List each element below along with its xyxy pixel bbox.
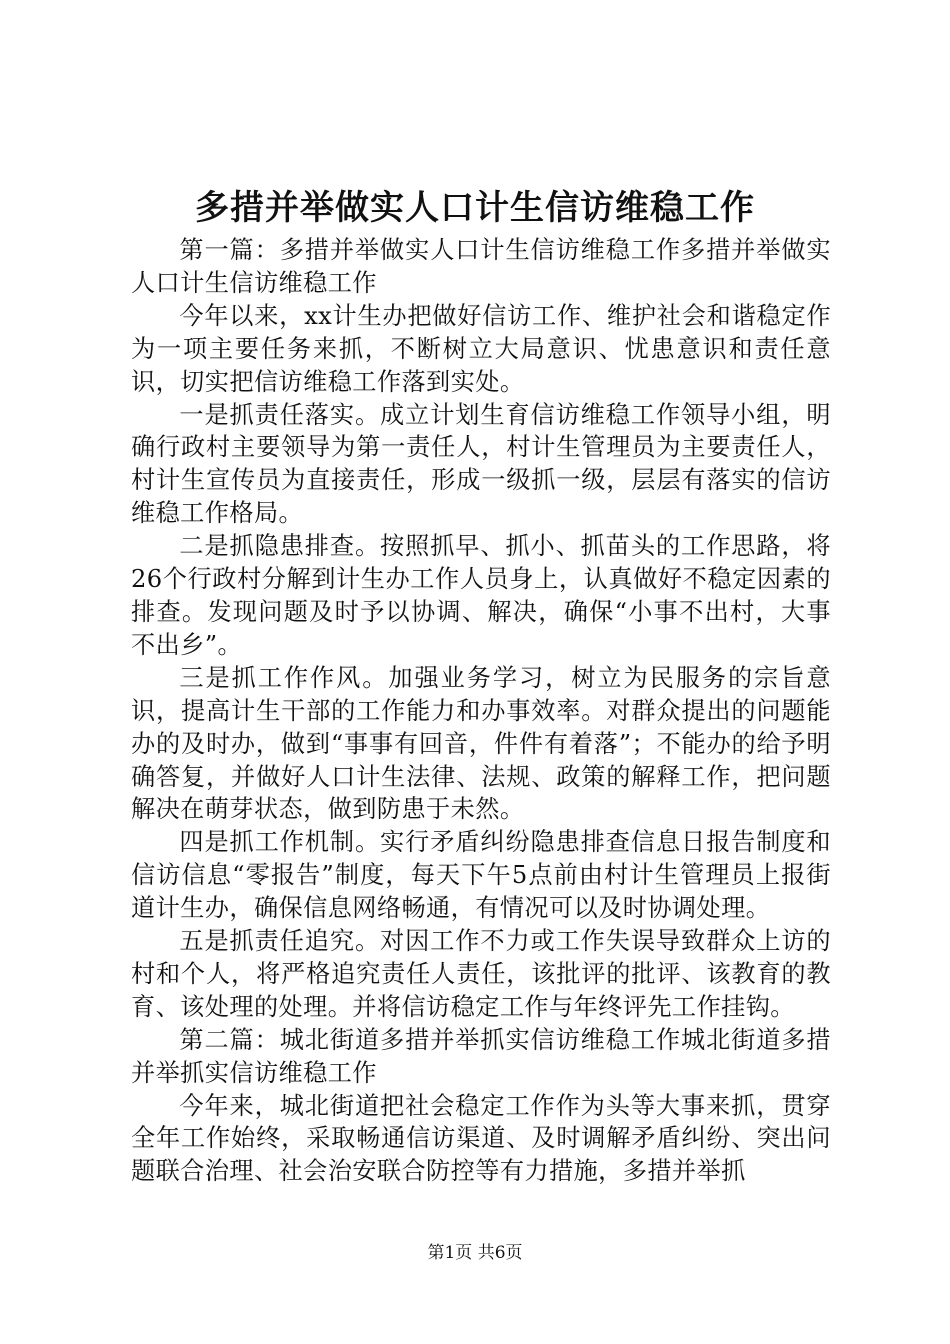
paragraph: 今年来，城北街道把社会稳定工作作为头等大事来抓，贯穿全年工作始终，采取畅通信访渠道、及时调解矛盾纠纷、突出问题联合治理、社会治安联合防控等有力措施，多措并举抓 xyxy=(131,1091,831,1186)
paragraph: 五是抓责任追究。对因工作不力或工作失误导致群众上访的村和个人，将严格追究责任人责任，该批评的批评、该教育的教育、该处理的处理。并将信访稳定工作与年终评先工作挂钩。 xyxy=(131,927,831,1021)
paragraph: 第二篇：城北街道多措并举抓实信访维稳工作城北街道多措并举抓实信访维稳工作 xyxy=(131,1025,831,1087)
paragraph: 四是抓工作机制。实行矛盾纠纷隐患排查信息日报告制度和信访信息“零报告”制度，每天下午5点前由村计生管理员上报街道计生办，确保信息网络畅通，有情况可以及时协调处理。 xyxy=(131,828,831,923)
paragraph: 二是抓隐患排查。按照抓早、抓小、抓苗头的工作思路，将26个行政村分解到计生办工作人员身上，认真做好不稳定因素的排查。发现问题及时予以协调、解决，确保“小事不出村，大事不出乡”。 xyxy=(131,532,831,659)
paragraph: 第一篇：多措并举做实人口计生信访维稳工作多措并举做实人口计生信访维稳工作 xyxy=(131,236,831,297)
page-footer: 第1页 共6页 xyxy=(427,1243,523,1263)
paragraph: 一是抓责任落实。成立计划生育信访维稳工作领导小组，明确行政村主要领导为第一责任人，村计生管理员为主要责任人，村计生宣传员为直接责任，形成一级抓一级，层层有落实的信访维稳工作格局。 xyxy=(131,400,831,528)
paragraph: 三是抓工作作风。加强业务学习，树立为民服务的宗旨意识，提高计生干部的工作能力和办事效率。对群众提出的问题能办的及时办，做到“事事有回音，件件有着落”；不能办的给予明确答复，并做好人口计生法律、法规、政策的解释工作，把问题解决在萌芽状态，做到防患于未然。 xyxy=(131,663,831,824)
document-body xyxy=(131,234,831,1188)
paragraph: 今年以来，xx计生办把做好信访工作、维护社会和谐稳定作为一项主要任务来抓，不断树立大局意识、忧患意识和责任意识，切实把信访维稳工作落到实处。 xyxy=(131,301,831,396)
document-title: 多措并举做实人口计生信访维稳工作 xyxy=(195,188,755,228)
